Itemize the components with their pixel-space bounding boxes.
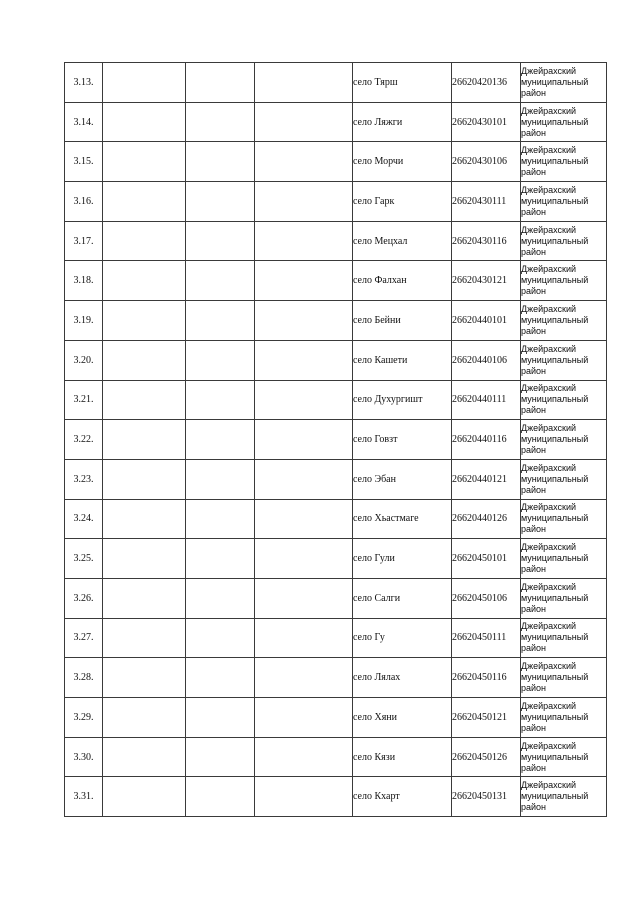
table-row <box>65 420 607 460</box>
row-number: 3.19. <box>65 301 103 341</box>
settlement-name: село Мецхал <box>353 221 452 261</box>
empty-cell <box>186 539 255 579</box>
row-number: 3.18. <box>65 261 103 301</box>
empty-cell <box>255 698 353 738</box>
empty-cell <box>255 737 353 777</box>
empty-cell <box>255 618 353 658</box>
table-row <box>65 658 607 698</box>
table-row <box>65 301 607 341</box>
empty-cell <box>186 380 255 420</box>
row-number: 3.16. <box>65 182 103 222</box>
district-name: Джейрахский муниципальный район <box>521 578 607 618</box>
table-row <box>65 142 607 182</box>
settlements-table <box>64 62 607 817</box>
empty-cell <box>103 63 186 103</box>
row-number: 3.26. <box>65 578 103 618</box>
oktmo-code: 26620440126 <box>452 499 521 539</box>
row-number: 3.14. <box>65 102 103 142</box>
empty-cell <box>103 420 186 460</box>
table-row <box>65 261 607 301</box>
settlement-name: село Духургишт <box>353 380 452 420</box>
district-name: Джейрахский муниципальный район <box>521 658 607 698</box>
settlement-name: село Гу <box>353 618 452 658</box>
oktmo-code: 26620450111 <box>452 618 521 658</box>
settlement-name: село Тярш <box>353 63 452 103</box>
empty-cell <box>186 499 255 539</box>
settlement-name: село Хяни <box>353 698 452 738</box>
empty-cell <box>186 737 255 777</box>
empty-cell <box>186 221 255 261</box>
settlement-name: село Гарк <box>353 182 452 222</box>
empty-cell <box>103 301 186 341</box>
empty-cell <box>186 618 255 658</box>
oktmo-code: 26620440101 <box>452 301 521 341</box>
district-name: Джейрахский муниципальный район <box>521 777 607 817</box>
empty-cell <box>255 102 353 142</box>
district-name: Джейрахский муниципальный район <box>521 102 607 142</box>
empty-cell <box>103 221 186 261</box>
table-row <box>65 380 607 420</box>
oktmo-code: 26620420136 <box>452 63 521 103</box>
empty-cell <box>186 261 255 301</box>
district-name: Джейрахский муниципальный район <box>521 698 607 738</box>
oktmo-code: 26620450116 <box>452 658 521 698</box>
empty-cell <box>103 539 186 579</box>
settlement-name: село Эбан <box>353 459 452 499</box>
empty-cell <box>103 459 186 499</box>
district-name: Джейрахский муниципальный район <box>521 380 607 420</box>
oktmo-code: 26620440111 <box>452 380 521 420</box>
district-name: Джейрахский муниципальный район <box>521 301 607 341</box>
settlement-name: село Ляжги <box>353 102 452 142</box>
empty-cell <box>103 142 186 182</box>
empty-cell <box>103 737 186 777</box>
oktmo-code: 26620430106 <box>452 142 521 182</box>
empty-cell <box>186 420 255 460</box>
table-row <box>65 698 607 738</box>
oktmo-code: 26620450131 <box>452 777 521 817</box>
district-name: Джейрахский муниципальный район <box>521 142 607 182</box>
district-name: Джейрахский муниципальный район <box>521 499 607 539</box>
empty-cell <box>186 102 255 142</box>
empty-cell <box>255 539 353 579</box>
empty-cell <box>186 777 255 817</box>
empty-cell <box>255 340 353 380</box>
empty-cell <box>103 261 186 301</box>
empty-cell <box>103 182 186 222</box>
empty-cell <box>255 63 353 103</box>
district-name: Джейрахский муниципальный район <box>521 340 607 380</box>
empty-cell <box>186 182 255 222</box>
row-number: 3.31. <box>65 777 103 817</box>
district-name: Джейрахский муниципальный район <box>521 420 607 460</box>
settlement-name: село Морчи <box>353 142 452 182</box>
empty-cell <box>186 578 255 618</box>
empty-cell <box>255 499 353 539</box>
empty-cell <box>103 499 186 539</box>
empty-cell <box>255 578 353 618</box>
district-name: Джейрахский муниципальный район <box>521 261 607 301</box>
district-name: Джейрахский муниципальный район <box>521 459 607 499</box>
row-number: 3.25. <box>65 539 103 579</box>
table-row <box>65 63 607 103</box>
row-number: 3.22. <box>65 420 103 460</box>
settlement-name: село Гули <box>353 539 452 579</box>
settlement-name: село Кязи <box>353 737 452 777</box>
oktmo-code: 26620440106 <box>452 340 521 380</box>
empty-cell <box>255 182 353 222</box>
oktmo-code: 26620450121 <box>452 698 521 738</box>
table-row <box>65 737 607 777</box>
table-row <box>65 777 607 817</box>
row-number: 3.28. <box>65 658 103 698</box>
empty-cell <box>103 102 186 142</box>
empty-cell <box>255 221 353 261</box>
table-row <box>65 182 607 222</box>
empty-cell <box>103 698 186 738</box>
oktmo-code: 26620440121 <box>452 459 521 499</box>
row-number: 3.23. <box>65 459 103 499</box>
row-number: 3.20. <box>65 340 103 380</box>
empty-cell <box>255 301 353 341</box>
empty-cell <box>255 142 353 182</box>
row-number: 3.13. <box>65 63 103 103</box>
district-name: Джейрахский муниципальный район <box>521 737 607 777</box>
empty-cell <box>186 301 255 341</box>
table-row <box>65 221 607 261</box>
district-name: Джейрахский муниципальный район <box>521 539 607 579</box>
table-row <box>65 459 607 499</box>
row-number: 3.24. <box>65 499 103 539</box>
settlement-name: село Лялах <box>353 658 452 698</box>
oktmo-code: 26620450106 <box>452 578 521 618</box>
empty-cell <box>255 380 353 420</box>
empty-cell <box>255 261 353 301</box>
empty-cell <box>103 340 186 380</box>
empty-cell <box>255 420 353 460</box>
oktmo-code: 26620440116 <box>452 420 521 460</box>
table-body <box>65 63 607 817</box>
table-row <box>65 102 607 142</box>
empty-cell <box>103 618 186 658</box>
empty-cell <box>186 142 255 182</box>
oktmo-code: 26620430121 <box>452 261 521 301</box>
district-name: Джейрахский муниципальный район <box>521 63 607 103</box>
empty-cell <box>186 63 255 103</box>
district-name: Джейрахский муниципальный район <box>521 618 607 658</box>
empty-cell <box>186 340 255 380</box>
row-number: 3.15. <box>65 142 103 182</box>
settlement-name: село Салги <box>353 578 452 618</box>
table-row <box>65 539 607 579</box>
empty-cell <box>255 658 353 698</box>
row-number: 3.27. <box>65 618 103 658</box>
oktmo-code: 26620430116 <box>452 221 521 261</box>
table-row <box>65 499 607 539</box>
empty-cell <box>103 380 186 420</box>
district-name: Джейрахский муниципальный район <box>521 221 607 261</box>
empty-cell <box>103 777 186 817</box>
settlement-name: село Бейни <box>353 301 452 341</box>
empty-cell <box>186 459 255 499</box>
table-row <box>65 618 607 658</box>
row-number: 3.21. <box>65 380 103 420</box>
settlement-name: село Говзт <box>353 420 452 460</box>
settlement-name: село Фалхан <box>353 261 452 301</box>
empty-cell <box>186 698 255 738</box>
settlement-name: село Кхарт <box>353 777 452 817</box>
oktmo-code: 26620450126 <box>452 737 521 777</box>
row-number: 3.29. <box>65 698 103 738</box>
row-number: 3.17. <box>65 221 103 261</box>
table-row <box>65 340 607 380</box>
district-name: Джейрахский муниципальный район <box>521 182 607 222</box>
empty-cell <box>255 459 353 499</box>
empty-cell <box>103 578 186 618</box>
oktmo-code: 26620430111 <box>452 182 521 222</box>
oktmo-code: 26620430101 <box>452 102 521 142</box>
settlement-name: село Хьастмаге <box>353 499 452 539</box>
table-row <box>65 578 607 618</box>
empty-cell <box>186 658 255 698</box>
oktmo-code: 26620450101 <box>452 539 521 579</box>
row-number: 3.30. <box>65 737 103 777</box>
empty-cell <box>255 777 353 817</box>
empty-cell <box>103 658 186 698</box>
settlement-name: село Кашети <box>353 340 452 380</box>
